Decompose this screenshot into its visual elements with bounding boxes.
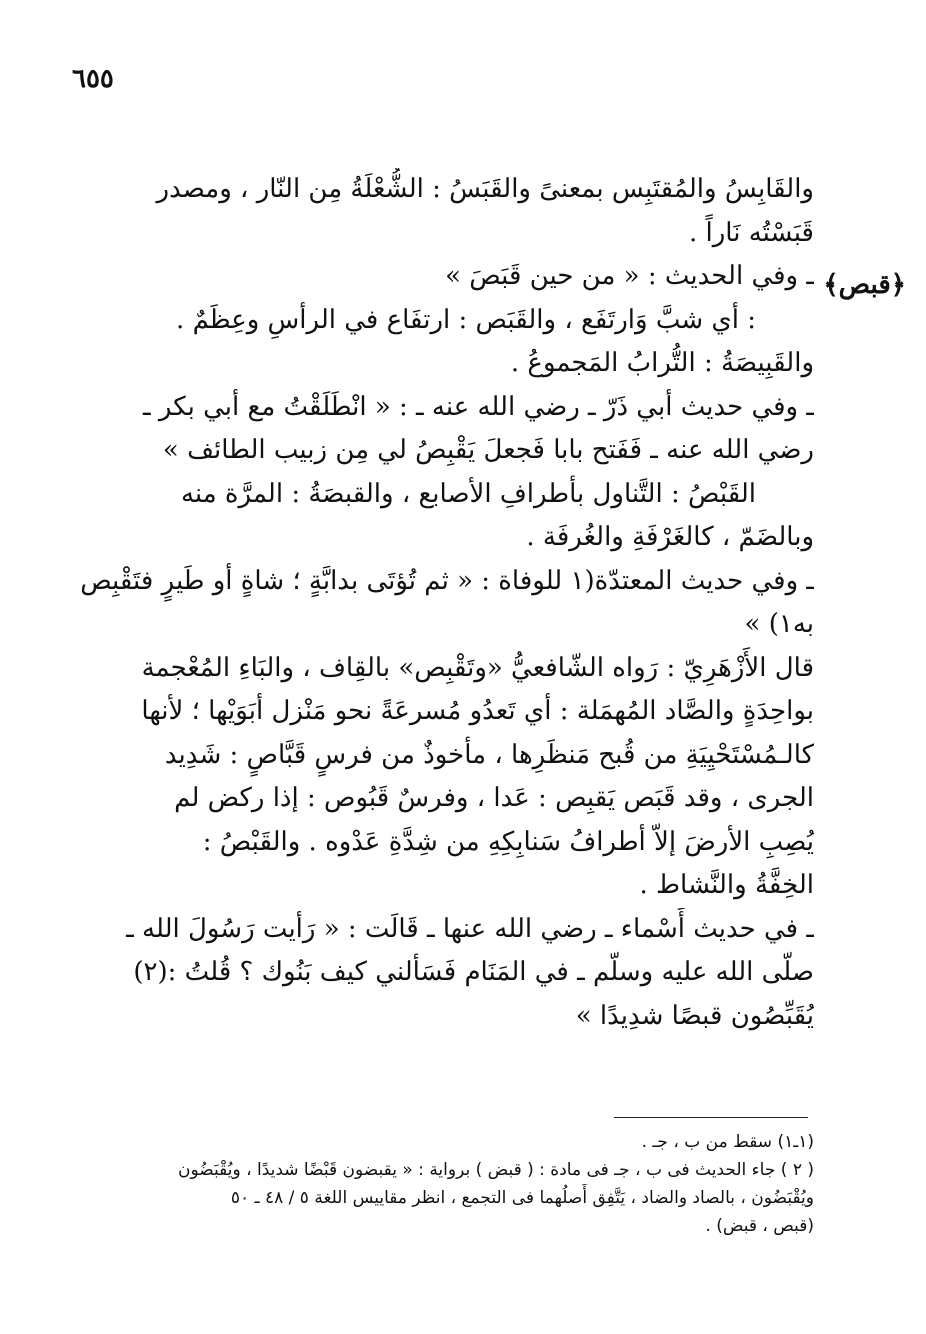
text-line: صلّى الله عليه وسلّم ـ في المَنَام فَسَألني كيف بَنُوك ؟ قُلتُ :(٢)	[133, 957, 814, 987]
text-line: ـ وفي حديث أبي ذَرّ ـ رضي الله عنه ـ : « انْطَلَقْتُ مع أبي بكر ـ	[143, 391, 814, 422]
text-line: وبالضَمّ ، كالغَرْفَةِ والغُرفَة .	[526, 522, 814, 552]
entry-headword: ﴿قبص﴾	[823, 270, 906, 300]
text-line: يُقَبِّصُون قبصًا شدِيدًا »	[575, 1000, 814, 1031]
text-line: : أي شبَّ وَارتَفَع ، والقَبَص : ارتفَاع في الرأسِ وعِظَمٌ .	[176, 304, 756, 335]
text-line: يُصِبِ الأرضَ إلاّ أطرافُ سَنابِكِهِ من شِدَّةِ عَدْوه . والقَبْصُ :	[202, 826, 814, 857]
footnote-line: ويُقْبَضُون ، بالصاد والضاد ، يَتَّفِق أَصلُهما فى التجمع ، انظر مقاييس اللغة ٥ / ٤٨ ـ ٥٠	[230, 1188, 814, 1208]
text-line: ـ وفي الحديث : « من حين قَبَصَ »	[445, 261, 814, 291]
footnote-divider	[614, 1117, 808, 1118]
text-line: بواحِدَةٍ والصَّاد المُهمَلة : أي تَعدُو مُسرعَةً نحو مَنْزل أبَوَيْها ؛ لأنها	[141, 696, 814, 726]
text-line: كالـمُسْتَحْيِيَةِ من قُبح مَنظَرِها ، مأخوذٌ من فرسٍ قَبَّاصٍ : شَدِيد	[164, 739, 814, 770]
text-line: والقَبِيصَةُ : التُّرابُ المَجموعُ .	[510, 348, 814, 378]
footnote-line: (قبص ، قبض) .	[705, 1216, 814, 1236]
text-line: ـ في حديث أَسْماء ـ رضي الله عنها ـ قَالَت : « رَأيت رَسُولَ الله ـ	[126, 913, 814, 944]
text-line: قَبَسْتُه نَاراً .	[689, 217, 814, 248]
text-line: قال الأَزْهَرِيّ : رَواه الشّافعيُّ «وتَقْبِص» بالقِاف ، والبَاءِ المُعْجمة	[141, 652, 814, 683]
text-line: به١) »	[744, 609, 814, 639]
footnote-line: ( ٢ ) جاء الحديث فى ب ، جـ فى مادة : ( قبض ) برواية : « يقبضون قَبْضًا شديدًا ، ويُقْبَضُون	[178, 1160, 814, 1180]
text-line: ـ وفي حديث المعتدّة(١ للوفاة : « ثم تُؤتَى بدابَّةٍ ؛ شاةٍ أو طَيرٍ فتَقْبِص	[80, 565, 814, 596]
main-text	[68, 168, 814, 1038]
footnote-line: (١ـ١) سقط من ب ، جـ .	[641, 1132, 814, 1152]
text-line: الجرى ، وقد قَبَص يَقبِص : عَدا ، وفرسٌ قَبُوص : إذا ركض لم	[174, 783, 814, 813]
page-number: ٦٥٥	[72, 64, 114, 94]
text-line: الخِفَّةُ والنَّشاط .	[639, 870, 814, 900]
footnotes	[60, 1128, 814, 1240]
text-line: رضي الله عنه ـ فَفَتح بابا فَجعلَ يَقْبِصُ لي مِن زبيب الطائف »	[162, 435, 814, 465]
text-line: القَبْصُ : التَّناول بأطرافِ الأصابع ، والقبصَةُ : المرَّة منه	[180, 478, 756, 509]
text-line: والقَابِسُ والمُقتَبِس بمعنىً والقَبَسُ : الشُّعْلَةُ مِن النّار ، ومصدر	[156, 174, 814, 204]
